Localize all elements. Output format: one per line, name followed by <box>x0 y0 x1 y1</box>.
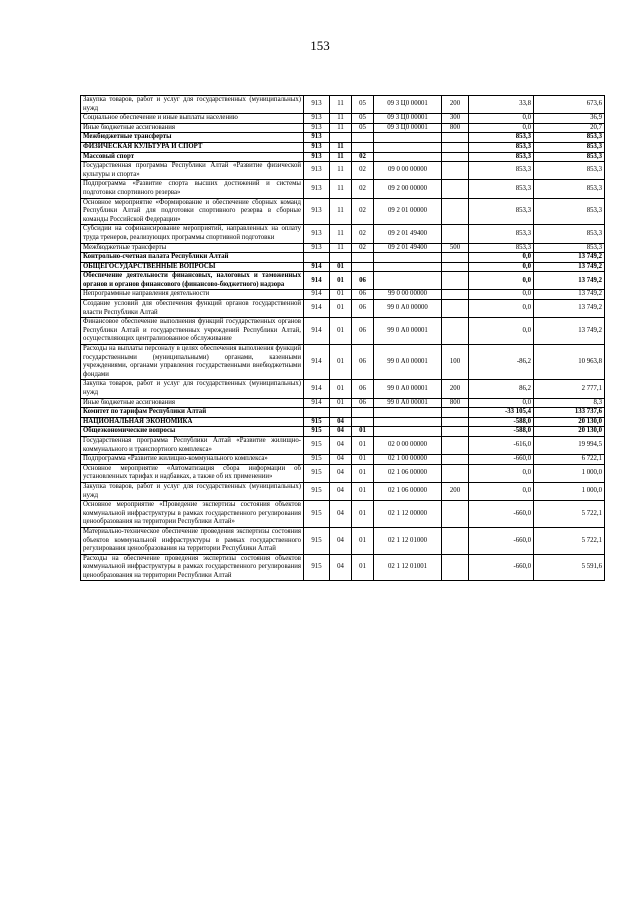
row-subsection-cell: 01 <box>352 482 374 500</box>
row-section-cell: 01 <box>330 380 352 398</box>
row-change-cell: 0,0 <box>469 464 534 482</box>
row-expense-type-cell <box>442 436 469 454</box>
row-change-cell: 0,0 <box>469 290 534 300</box>
row-subsection-cell: 05 <box>352 114 374 124</box>
row-expense-type-cell <box>442 272 469 290</box>
page-number: 153 <box>310 38 330 53</box>
row-target-cell: 99 0 00 00000 <box>374 290 442 300</box>
row-section-cell: 01 <box>330 262 352 272</box>
table-row <box>81 417 605 427</box>
row-section-cell: 11 <box>330 180 352 198</box>
row-expense-type-cell <box>442 464 469 482</box>
row-name-cell: Иные бюджетные ассигнования <box>81 398 304 408</box>
row-change-cell: 853,3 <box>469 142 534 152</box>
row-subsection-cell <box>352 417 374 427</box>
row-subsection-cell <box>352 262 374 272</box>
row-target-cell: 99 0 А0 00001 <box>374 345 442 380</box>
row-target-cell: 09 0 00 00000 <box>374 162 442 180</box>
table-row <box>81 380 605 398</box>
row-change-cell: -33 105,4 <box>469 408 534 418</box>
row-target-cell <box>374 133 442 143</box>
row-subsection-cell: 06 <box>352 345 374 380</box>
row-total-cell: 8,3 <box>534 398 605 408</box>
row-name-cell: Закупка товаров, работ и услуг для государственных (муниципальных) нужд <box>81 482 304 500</box>
row-section-cell: 04 <box>330 527 352 554</box>
table-row <box>81 133 605 143</box>
table-row <box>81 253 605 263</box>
row-subsection-cell: 05 <box>352 96 374 114</box>
row-ved-cell: 913 <box>304 225 330 243</box>
row-ved-cell: 914 <box>304 262 330 272</box>
row-change-cell: -660,0 <box>469 527 534 554</box>
row-ved-cell: 914 <box>304 380 330 398</box>
row-total-cell: 13 749,2 <box>534 290 605 300</box>
budget-table <box>80 95 605 581</box>
row-change-cell: 86,2 <box>469 380 534 398</box>
table-row <box>81 527 605 554</box>
row-subsection-cell: 01 <box>352 527 374 554</box>
table-row <box>81 225 605 243</box>
table-row <box>81 482 605 500</box>
row-section-cell: 04 <box>330 455 352 465</box>
row-section-cell: 04 <box>330 482 352 500</box>
row-name-cell: Создание условий для обеспечения функций органов государственной власти Республики Алтай <box>81 300 304 318</box>
row-subsection-cell: 01 <box>352 464 374 482</box>
row-total-cell: 10 963,8 <box>534 345 605 380</box>
row-subsection-cell: 06 <box>352 300 374 318</box>
row-expense-type-cell: 800 <box>442 398 469 408</box>
row-expense-type-cell <box>442 501 469 528</box>
row-ved-cell: 915 <box>304 464 330 482</box>
row-change-cell: 0,0 <box>469 253 534 263</box>
row-ved-cell <box>304 408 330 418</box>
row-section-cell: 04 <box>330 417 352 427</box>
row-expense-type-cell <box>442 225 469 243</box>
row-expense-type-cell <box>442 262 469 272</box>
row-section-cell: 04 <box>330 554 352 581</box>
table-row <box>81 436 605 454</box>
row-expense-type-cell: 100 <box>442 345 469 380</box>
row-expense-type-cell <box>442 417 469 427</box>
row-section-cell: 04 <box>330 464 352 482</box>
row-target-cell: 99 0 А0 00001 <box>374 380 442 398</box>
row-target-cell <box>374 142 442 152</box>
row-subsection-cell: 06 <box>352 398 374 408</box>
row-expense-type-cell: 200 <box>442 482 469 500</box>
row-ved-cell: 915 <box>304 436 330 454</box>
row-target-cell: 02 1 06 00000 <box>374 482 442 500</box>
row-total-cell: 5 591,6 <box>534 554 605 581</box>
row-expense-type-cell: 800 <box>442 123 469 133</box>
row-ved-cell: 913 <box>304 142 330 152</box>
row-ved-cell: 913 <box>304 123 330 133</box>
row-expense-type-cell <box>442 142 469 152</box>
row-expense-type-cell <box>442 455 469 465</box>
row-target-cell <box>374 253 442 263</box>
row-section-cell <box>330 408 352 418</box>
row-ved-cell: 913 <box>304 96 330 114</box>
row-name-cell: Государственная программа Республики Алтай «Развитие жилищно-коммунального и транспортного комплекса» <box>81 436 304 454</box>
table-row <box>81 345 605 380</box>
row-expense-type-cell <box>442 180 469 198</box>
table-body <box>81 96 605 581</box>
row-subsection-cell <box>352 142 374 152</box>
row-name-cell: Комитет по тарифам Республики Алтай <box>81 408 304 418</box>
table-row <box>81 464 605 482</box>
row-subsection-cell: 02 <box>352 152 374 162</box>
row-ved-cell: 913 <box>304 162 330 180</box>
row-subsection-cell: 01 <box>352 455 374 465</box>
row-expense-type-cell <box>442 318 469 345</box>
row-total-cell: 2 777,1 <box>534 380 605 398</box>
row-total-cell: 13 749,2 <box>534 272 605 290</box>
table-row <box>81 300 605 318</box>
row-ved-cell: 914 <box>304 272 330 290</box>
row-section-cell <box>330 133 352 143</box>
row-name-cell: НАЦИОНАЛЬНАЯ ЭКОНОМИКА <box>81 417 304 427</box>
row-target-cell: 09 2 01 49400 <box>374 225 442 243</box>
row-ved-cell: 914 <box>304 300 330 318</box>
row-target-cell: 09 3 Ц0 00001 <box>374 96 442 114</box>
row-subsection-cell <box>352 253 374 263</box>
row-name-cell: Материально-техническое обеспечение проведения экспертизы состояния объектов коммунальной инфраструктуры в рамках государственного регулирования ценообразования на территории Республики Алтай <box>81 527 304 554</box>
row-subsection-cell: 01 <box>352 554 374 581</box>
row-total-cell: 1 000,0 <box>534 482 605 500</box>
row-target-cell: 02 1 00 00000 <box>374 455 442 465</box>
row-change-cell: 853,3 <box>469 162 534 180</box>
row-ved-cell: 914 <box>304 345 330 380</box>
row-target-cell <box>374 152 442 162</box>
row-section-cell: 01 <box>330 300 352 318</box>
row-target-cell: 09 3 Ц0 00001 <box>374 123 442 133</box>
row-target-cell <box>374 408 442 418</box>
table-row <box>81 162 605 180</box>
row-section-cell: 11 <box>330 123 352 133</box>
row-change-cell: 0,0 <box>469 123 534 133</box>
table-row <box>81 123 605 133</box>
row-total-cell: 853,3 <box>534 225 605 243</box>
row-target-cell <box>374 427 442 437</box>
row-ved-cell: 914 <box>304 318 330 345</box>
row-section-cell: 04 <box>330 427 352 437</box>
table-row <box>81 290 605 300</box>
row-subsection-cell: 02 <box>352 243 374 253</box>
row-total-cell: 853,3 <box>534 243 605 253</box>
row-target-cell: 09 3 Ц0 00001 <box>374 114 442 124</box>
row-name-cell: Межбюджетные трансферты <box>81 243 304 253</box>
row-ved-cell: 915 <box>304 554 330 581</box>
row-total-cell: 13 749,2 <box>534 253 605 263</box>
row-ved-cell: 913 <box>304 152 330 162</box>
row-ved-cell: 915 <box>304 455 330 465</box>
table-row <box>81 398 605 408</box>
row-name-cell: Закупка товаров, работ и услуг для государственных (муниципальных) нужд <box>81 96 304 114</box>
row-target-cell <box>374 417 442 427</box>
row-total-cell: 673,6 <box>534 96 605 114</box>
row-total-cell: 133 737,6 <box>534 408 605 418</box>
row-section-cell: 11 <box>330 162 352 180</box>
row-change-cell: -86,2 <box>469 345 534 380</box>
row-total-cell: 853,3 <box>534 180 605 198</box>
table-row <box>81 427 605 437</box>
row-subsection-cell: 06 <box>352 318 374 345</box>
row-subsection-cell: 02 <box>352 162 374 180</box>
row-subsection-cell: 02 <box>352 198 374 225</box>
row-expense-type-cell: 200 <box>442 96 469 114</box>
row-section-cell: 11 <box>330 114 352 124</box>
row-change-cell: 0,0 <box>469 272 534 290</box>
row-expense-type-cell <box>442 152 469 162</box>
row-total-cell: 13 749,2 <box>534 318 605 345</box>
row-target-cell: 99 0 А0 00001 <box>374 398 442 408</box>
row-expense-type-cell <box>442 162 469 180</box>
row-section-cell: 04 <box>330 436 352 454</box>
row-section-cell: 11 <box>330 152 352 162</box>
row-target-cell <box>374 262 442 272</box>
row-subsection-cell: 01 <box>352 501 374 528</box>
row-total-cell: 13 749,2 <box>534 300 605 318</box>
row-section-cell: 04 <box>330 501 352 528</box>
row-name-cell: Расходы на выплаты персоналу в целях обеспечения выполнения функций государственными (муниципальными) органами, казенными учреждениями, органами управления государственными внебюджетными фондами <box>81 345 304 380</box>
row-change-cell: -588,0 <box>469 417 534 427</box>
row-section-cell: 11 <box>330 225 352 243</box>
row-subsection-cell <box>352 408 374 418</box>
row-ved-cell: 915 <box>304 417 330 427</box>
row-subsection-cell: 05 <box>352 123 374 133</box>
row-expense-type-cell: 500 <box>442 243 469 253</box>
row-name-cell: ОБЩЕГОСУДАРСТВЕННЫЕ ВОПРОСЫ <box>81 262 304 272</box>
row-target-cell: 99 0 А0 00000 <box>374 300 442 318</box>
row-total-cell: 853,3 <box>534 198 605 225</box>
row-total-cell: 20 130,0 <box>534 427 605 437</box>
row-subsection-cell: 02 <box>352 180 374 198</box>
row-section-cell: 11 <box>330 96 352 114</box>
row-total-cell: 20,7 <box>534 123 605 133</box>
row-change-cell: 33,8 <box>469 96 534 114</box>
row-change-cell: 853,3 <box>469 180 534 198</box>
row-name-cell: Непрограммные направления деятельности <box>81 290 304 300</box>
row-change-cell: 853,3 <box>469 133 534 143</box>
row-target-cell: 09 2 00 00000 <box>374 180 442 198</box>
row-section-cell: 11 <box>330 198 352 225</box>
row-section-cell: 11 <box>330 142 352 152</box>
row-section-cell: 01 <box>330 272 352 290</box>
row-total-cell: 13 749,2 <box>534 262 605 272</box>
row-ved-cell: 913 <box>304 198 330 225</box>
row-ved-cell: 914 <box>304 290 330 300</box>
row-change-cell: -660,0 <box>469 501 534 528</box>
row-change-cell: 0,0 <box>469 114 534 124</box>
row-total-cell: 6 722,1 <box>534 455 605 465</box>
row-ved-cell: 915 <box>304 527 330 554</box>
table-row <box>81 243 605 253</box>
row-change-cell: 853,3 <box>469 152 534 162</box>
row-subsection-cell: 06 <box>352 290 374 300</box>
row-change-cell: 853,3 <box>469 243 534 253</box>
row-ved-cell: 913 <box>304 243 330 253</box>
row-ved-cell: 915 <box>304 482 330 500</box>
table-row <box>81 198 605 225</box>
row-section-cell: 01 <box>330 398 352 408</box>
row-total-cell: 5 722,1 <box>534 501 605 528</box>
table-row <box>81 318 605 345</box>
row-change-cell: 0,0 <box>469 398 534 408</box>
row-name-cell: Подпрограмма «Развитие жилищно-коммунального комплекса» <box>81 455 304 465</box>
row-total-cell: 19 994,5 <box>534 436 605 454</box>
row-total-cell: 20 130,0 <box>534 417 605 427</box>
row-subsection-cell: 06 <box>352 380 374 398</box>
row-ved-cell <box>304 253 330 263</box>
row-target-cell: 02 0 00 00000 <box>374 436 442 454</box>
row-target-cell: 09 2 01 00000 <box>374 198 442 225</box>
row-expense-type-cell <box>442 133 469 143</box>
row-name-cell: Закупка товаров, работ и услуг для государственных (муниципальных) нужд <box>81 380 304 398</box>
row-total-cell: 853,3 <box>534 133 605 143</box>
row-subsection-cell: 01 <box>352 427 374 437</box>
row-change-cell: -660,0 <box>469 554 534 581</box>
row-subsection-cell: 02 <box>352 225 374 243</box>
table-row <box>81 180 605 198</box>
row-ved-cell: 915 <box>304 427 330 437</box>
row-section-cell: 01 <box>330 318 352 345</box>
row-name-cell: Финансовое обеспечение выполнения функций государственных органов Республики Алтай и государственных учреждений Республики Алтай, осуществляющих централизованное обслуживание <box>81 318 304 345</box>
row-change-cell: 0,0 <box>469 318 534 345</box>
row-target-cell: 09 2 01 49400 <box>374 243 442 253</box>
table-row <box>81 272 605 290</box>
row-expense-type-cell <box>442 198 469 225</box>
table-row <box>81 501 605 528</box>
row-target-cell: 02 1 12 00000 <box>374 501 442 528</box>
row-total-cell: 853,3 <box>534 162 605 180</box>
table-row <box>81 142 605 152</box>
row-name-cell: Межбюджетные трансферты <box>81 133 304 143</box>
row-expense-type-cell <box>442 300 469 318</box>
row-ved-cell: 913 <box>304 180 330 198</box>
row-expense-type-cell <box>442 554 469 581</box>
table-row <box>81 152 605 162</box>
table-row <box>81 262 605 272</box>
row-expense-type-cell <box>442 253 469 263</box>
row-name-cell: Массовый спорт <box>81 152 304 162</box>
row-total-cell: 5 722,1 <box>534 527 605 554</box>
row-change-cell: 853,3 <box>469 198 534 225</box>
row-subsection-cell: 06 <box>352 272 374 290</box>
row-ved-cell: 913 <box>304 114 330 124</box>
row-name-cell: Подпрограмма «Развитие спорта высших достижений и системы подготовки спортивного резерва» <box>81 180 304 198</box>
row-target-cell: 99 0 А0 00001 <box>374 318 442 345</box>
row-ved-cell: 915 <box>304 501 330 528</box>
row-expense-type-cell <box>442 290 469 300</box>
row-target-cell: 02 1 12 01000 <box>374 527 442 554</box>
row-change-cell: 0,0 <box>469 262 534 272</box>
row-target-cell <box>374 272 442 290</box>
row-name-cell: Обеспечение деятельности финансовых, налоговых и таможенных органов и органов финансового (финансово-бюджетного) надзора <box>81 272 304 290</box>
row-name-cell: Контрольно-счетная палата Республики Алтай <box>81 253 304 263</box>
row-name-cell: Основное мероприятие «Проведение экспертизы состояния объектов коммунальной инфраструктуры в рамках государственного регулирования ценообразования на территории Республики Алтай» <box>81 501 304 528</box>
row-target-cell: 02 1 12 01001 <box>374 554 442 581</box>
row-total-cell: 1 000,0 <box>534 464 605 482</box>
table-row <box>81 114 605 124</box>
row-total-cell: 853,3 <box>534 152 605 162</box>
row-expense-type-cell <box>442 408 469 418</box>
row-change-cell: -588,0 <box>469 427 534 437</box>
row-target-cell: 02 1 06 00000 <box>374 464 442 482</box>
row-expense-type-cell <box>442 427 469 437</box>
table-row <box>81 408 605 418</box>
row-name-cell: Основное мероприятие «Формирование и обеспечение сборных команд Республики Алтай для подготовки спортивного резерва в сборные команды Российской Федерации» <box>81 198 304 225</box>
row-total-cell: 853,3 <box>534 142 605 152</box>
row-name-cell: Основное мероприятие «Автоматизация сбора информации об установленных тарифах и надбавках, а также об их применении» <box>81 464 304 482</box>
row-section-cell: 01 <box>330 290 352 300</box>
row-change-cell: 0,0 <box>469 482 534 500</box>
row-ved-cell: 913 <box>304 133 330 143</box>
row-change-cell: -616,0 <box>469 436 534 454</box>
row-name-cell: ФИЗИЧЕСКАЯ КУЛЬТУРА И СПОРТ <box>81 142 304 152</box>
row-subsection-cell: 01 <box>352 436 374 454</box>
row-change-cell: 0,0 <box>469 300 534 318</box>
row-ved-cell: 914 <box>304 398 330 408</box>
row-section-cell <box>330 253 352 263</box>
row-subsection-cell <box>352 133 374 143</box>
row-section-cell: 01 <box>330 345 352 380</box>
row-expense-type-cell: 300 <box>442 114 469 124</box>
row-total-cell: 36,9 <box>534 114 605 124</box>
row-change-cell: 853,3 <box>469 225 534 243</box>
table-row <box>81 455 605 465</box>
row-name-cell: Расходы на обеспечение проведения экспертизы состояния объектов коммунальной инфраструктуры в рамках государственного регулирования ценообразования на территории Республики Алтай <box>81 554 304 581</box>
row-expense-type-cell <box>442 527 469 554</box>
row-name-cell: Иные бюджетные ассигнования <box>81 123 304 133</box>
table-row <box>81 554 605 581</box>
row-name-cell: Общеэкономические вопросы <box>81 427 304 437</box>
row-name-cell: Государственная программа Республики Алтай «Развитие физической культуры и спорта» <box>81 162 304 180</box>
row-section-cell: 11 <box>330 243 352 253</box>
row-change-cell: -660,0 <box>469 455 534 465</box>
row-expense-type-cell: 200 <box>442 380 469 398</box>
table-row <box>81 96 605 114</box>
row-name-cell: Социальное обеспечение и иные выплаты населению <box>81 114 304 124</box>
row-name-cell: Субсидии на софинансирование мероприятий, направленных на оплату труда тренеров, реализующих программы спортивной подготовки <box>81 225 304 243</box>
